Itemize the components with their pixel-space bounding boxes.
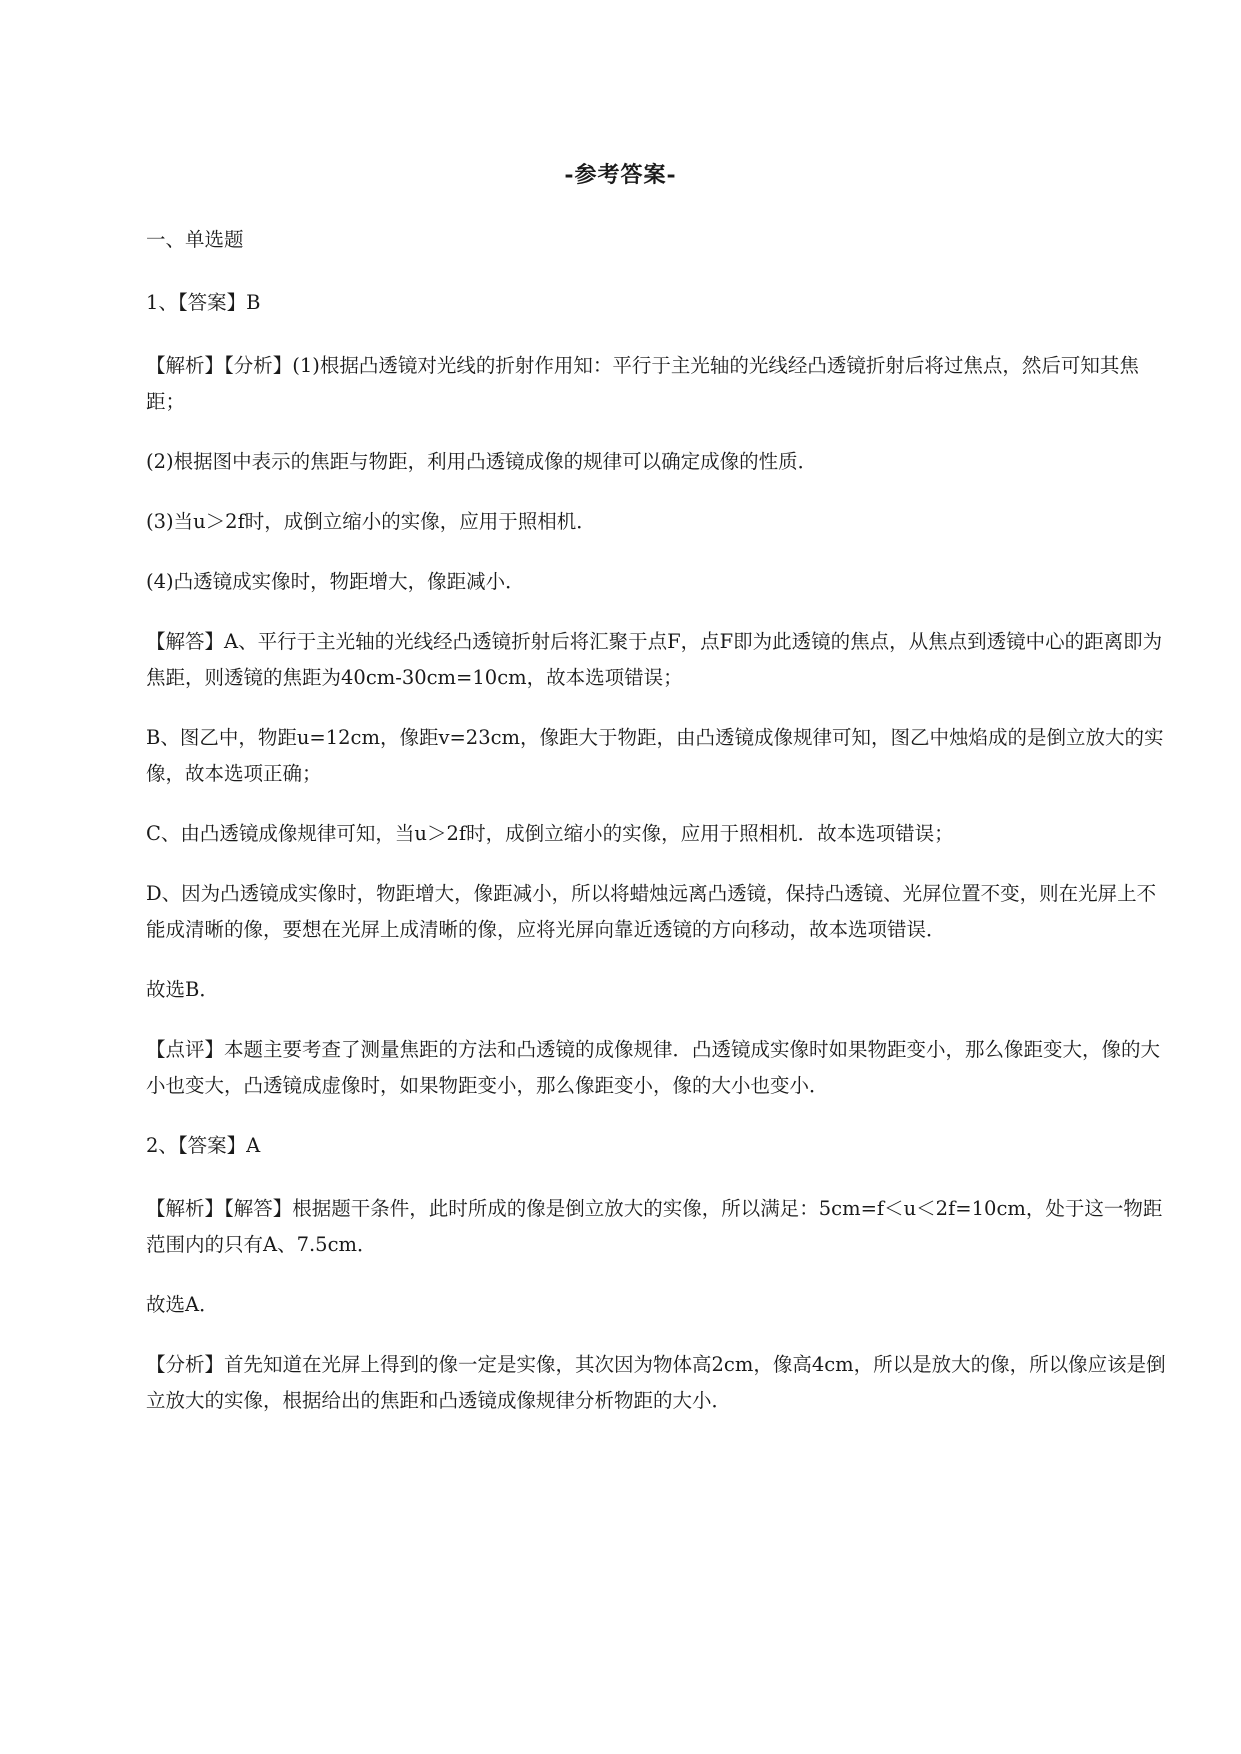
q1-analysis: 【解析】【分析】(1)根据凸透镜对光线的折射作用知：平行于主光轴的光线经凸透镜折射后将过焦点，然后可知其焦距； xyxy=(146,354,1139,413)
q2-choice: 故选A． xyxy=(146,1293,219,1316)
q1-comment: 【点评】本题主要考查了测量焦距的方法和凸透镜的成像规律．凸透镜成实像时如果物距变小，那么像距变大，像的大小也变大，凸透镜成虚像时，如果物距变小，那么像距变小，像的大小也变小． xyxy=(146,1038,1161,1097)
q2-answer: 2、【答案】A xyxy=(146,1134,261,1157)
q1-choice: 故选B． xyxy=(146,978,219,1001)
q1-solution-b: B、图乙中，物距u=12cm，像距v=23cm，像距大于物距，由凸透镜成像规律可知，图乙中烛焰成的是倒立放大的实像，故本选项正确； xyxy=(146,726,1164,785)
answer-content xyxy=(146,222,1166,1443)
q1-solution-d: D、因为凸透镜成实像时，物距增大，像距减小，所以将蜡烛远离凸透镜，保持凸透镜、光屏位置不变，则在光屏上不能成清晰的像，要想在光屏上成清晰的像，应将光屏向靠近透镜的方向移动，故本选项错误． xyxy=(146,882,1157,941)
q1-point-4: (4)凸透镜成实像时，物距增大，像距减小． xyxy=(146,570,525,593)
q1-answer: 1、【答案】B xyxy=(146,291,261,314)
q1-solution-c: C、由凸透镜成像规律可知，当u＞2f时，成倒立缩小的实像，应用于照相机．故本选项错误； xyxy=(146,822,954,845)
q1-point-2: (2)根据图中表示的焦距与物距，利用凸透镜成像的规律可以确定成像的性质． xyxy=(146,450,818,473)
q1-point-3: (3)当u＞2f时，成倒立缩小的实像，应用于照相机． xyxy=(146,510,596,533)
q1-solution-a: 【解答】A、平行于主光轴的光线经凸透镜折射后将汇聚于点F，点F即为此透镜的焦点，从焦点到透镜中心的距离即为焦距，则透镜的焦距为40cm-30cm=10cm，故本选项错误； xyxy=(146,630,1163,689)
q2-analysis: 【解析】【解答】根据题干条件，此时所成的像是倒立放大的实像，所以满足：5cm=f＜u＜2f=10cm，处于这一物距范围内的只有A、7.5cm． xyxy=(146,1197,1163,1256)
q2-comment: 【分析】首先知道在光屏上得到的像一定是实像，其次因为物体高2cm，像高4cm，所以是放大的像，所以像应该是倒立放大的实像，根据给出的焦距和凸透镜成像规律分析物距的大小． xyxy=(146,1353,1166,1412)
page-title: -参考答案- xyxy=(564,162,677,188)
section-heading: 一、单选题 xyxy=(146,228,244,251)
